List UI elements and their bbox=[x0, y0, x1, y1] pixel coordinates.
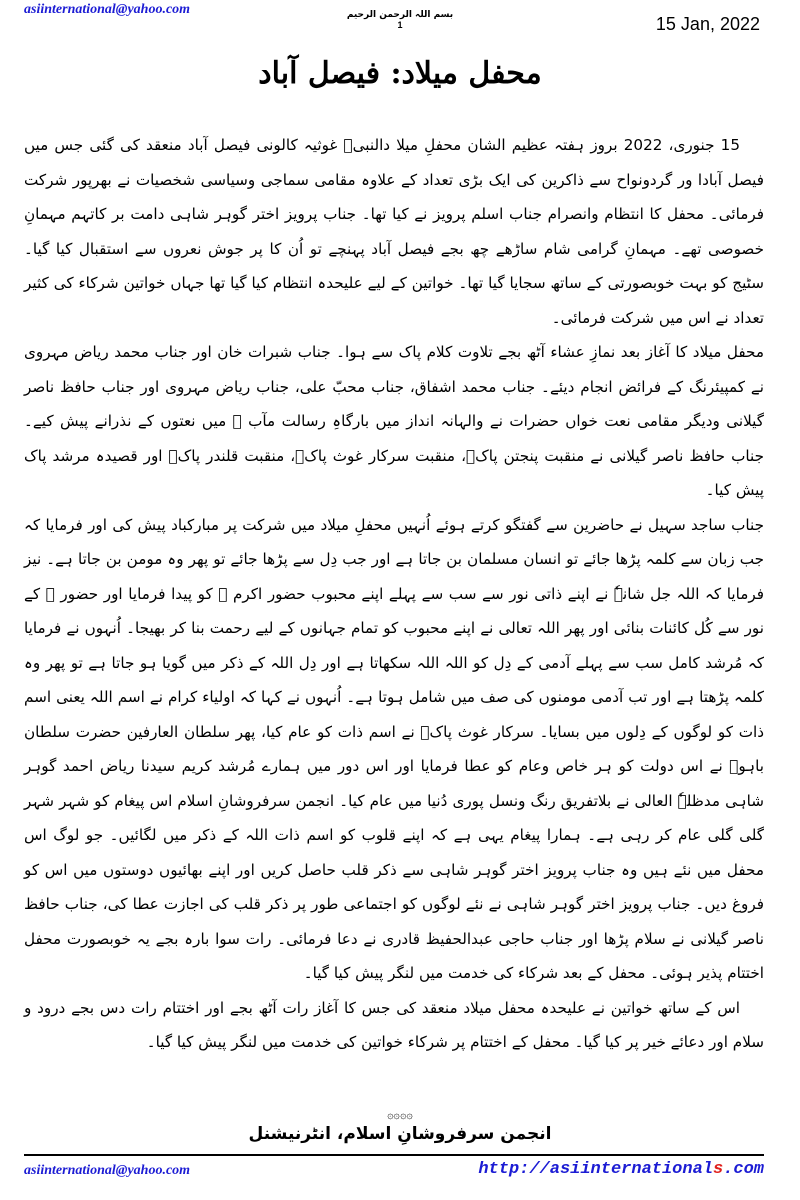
article-title: محفل میلاد: فیصل آباد bbox=[258, 56, 542, 92]
page-number: 1 bbox=[397, 20, 403, 30]
paragraph-intro: 15 جنوری، 2022 بروز ہفتہ عظیم الشان محفلِ میلا دالنبیؐ غوثیہ کالونی فیصل آباد منعقد کی گئی جس میں فیصل آبادا ور گردونواح سے ذاکرین کی ایک بڑی تعداد کے علاوہ مقامی سماجی وسیاسی شخصیات نے بھرپور شرکت فرمائی۔ محفل کا انتظام وانصرام جناب اسلم پرویز نے کیا تھا۔ جناب پرویز اختر گوہر شاہی دامت بر کاتہم مہمانِ خصوصی تھے۔ مہمانِ گرامی شام ساڑھے چھ بجے فیصل آباد پہنچے تو اُن کا پر جوش نعروں سے استقبال کیا گیا۔ سٹیج کو بہت خوبصورتی کے ساتھ سجایا گیا تھا۔ خواتین کے لیے علیحدہ انتظام کیا گیا تھا جہاں خواتین شرکاء کی کثیر تعداد نے اس میں شرکت فرمائی۔ bbox=[24, 136, 764, 327]
website-accent-letter: s bbox=[712, 1160, 724, 1179]
footer-divider bbox=[24, 1154, 764, 1156]
website-suffix: .com bbox=[723, 1160, 764, 1179]
organization-name: انجمن سرفروشانِ اسلام، انٹرنیشنل bbox=[248, 1124, 552, 1144]
paragraph-women-gathering: اس کے ساتھ خواتین نے علیحدہ محفل میلاد منعقد کی جس کا آغاز رات آٹھ بجے اور اختتام رات دس بجے درود و سلام اور دعائے خیر پر کیا گیا۔ محفل کے اختتام پر شرکاء خواتین کی خدمت میں لنگر پیش کیا گیا۔ bbox=[24, 998, 764, 1051]
article-date: 15 Jan, 2022 bbox=[655, 14, 760, 34]
header-email-link[interactable]: asiinternational@yahoo.com bbox=[24, 2, 191, 17]
article-body bbox=[24, 128, 764, 1060]
ornament-divider: ۞۞۞۞ bbox=[387, 1108, 413, 1121]
footer-email-link[interactable]: asiinternational@yahoo.com bbox=[24, 1163, 191, 1178]
paragraph-speech: جناب ساجد سہیل نے حاضرین سے گفتگو کرتے ہوئے اُنہیں محفلِ میلاد میں شرکت پر مبارکباد پیش کی اور فرمایا کہ جب زبان سے کلمہ پڑھا جائے تو انسان مسلمان بن جاتا ہے اور جب دِل سے پڑھا جائے تو پھر وہ مومن بن جاتا ہے۔ نیز فرمایا کہ اللہ جل شانہٗ نے اپنے ذاتی نور سے سب سے پہلے اپنے محبوب حضور اکرم ﷺ کو پیدا فرمایا اور حضور ﷺ کے نور سے کُل کائنات بنائی اور پھر اللہ تعالی نے اپنے محبوب کو تمام جہانوں کے لیے رحمت بنا کر بھیجا۔ اُنہوں نے فرمایا کہ مُرشد کامل سب سے پہلے آدمی کے دِل کو اللہ اللہ سکھاتا ہے اور دِل اللہ کے ذکر میں گویا ہو جاتا ہے تو پھر وہ کلمہ پڑھتا ہے اور تب آدمی مومنوں کی صف میں شامل ہوتا ہے۔ اُنہوں نے کہا کہ اولیاء کرام نے اسم اللہ یعنی اسم ذات کو لوگوں کے دِلوں میں بسایا۔ سرکار غوث پاکؓ نے اسم ذات کو عام کیا، پھر سلطان العارفین حضرت سلطان باہوؒ نے اس دولت کو ہر خاص وعام کو عطا فرمایا اور اس دور میں ہمارے مُرشد کریم سیدنا ریاض احمد گوہر شاہی مدظلہٗ العالی نے بلاتفریق رنگ ونسل پوری دُنیا میں عام کیا۔ انجمن سرفروشانِ اسلام اس پیغام کو شہر شہر گلی گلی عام کر رہی ہے۔ ہمارا پیغام یہی ہے کہ اپنے قلوب کو اسم ذات اللہ کے ذکر میں لگائیں۔ جو لوگ اس محفل میں نئے ہیں وہ جناب پرویز اختر گوہر شاہی سے ذکر قلب حاصل کریں اور اپنے بھائیوں دوستوں میں اس کو فروغ دیں۔ جناب پرویز اختر گوہر شاہی نے نئے لوگوں کو اجتماعی طور پر ذکر قلب کی اجازت عطا کی، جناب حافظ ناصر گیلانی نے سلام پڑھا اور جناب حاجی عبدالحفیظ قادری نے دعا فرمائی۔ رات سوا بارہ بجے یہ خوبصورت محفل اختتام پذیر ہوئی۔ محفل کے بعد شرکاء کی خدمت میں لنگر پیش کیا گیا۔ bbox=[24, 515, 764, 982]
website-prefix: http://asiinternational bbox=[478, 1160, 713, 1179]
paragraph-proceedings: محفل میلاد کا آغاز بعد نمازِ عشاء آٹھ بجے تلاوت کلام پاک سے ہوا۔ جناب شبرات خان اور جناب محمد ریاض مہروی نے کمپیئرنگ کے فرائض انجام دیئے۔ جناب محمد اشفاق، جناب محبّ علی، جناب ریاض مہروی اور جناب حافظ ناصر گیلانی ودیگر مقامی نعت خواں حضرات نے والہانہ انداز میں بارگاہِ رسالت مآب ﷺ میں نعتوں کے نذرانے پیش کیے۔ جناب حافظ ناصر گیلانی نے منقبت پنجتن پاکؑ، منقبت سرکار غوث پاکؓ، منقبت قلندر پاکؒ اور قصیدہ مرشد پاک پیش کیا۔ bbox=[24, 343, 764, 499]
website-link[interactable] bbox=[478, 1160, 764, 1179]
basmala: بسم اللہ الرحمن الرحیم bbox=[346, 10, 454, 20]
